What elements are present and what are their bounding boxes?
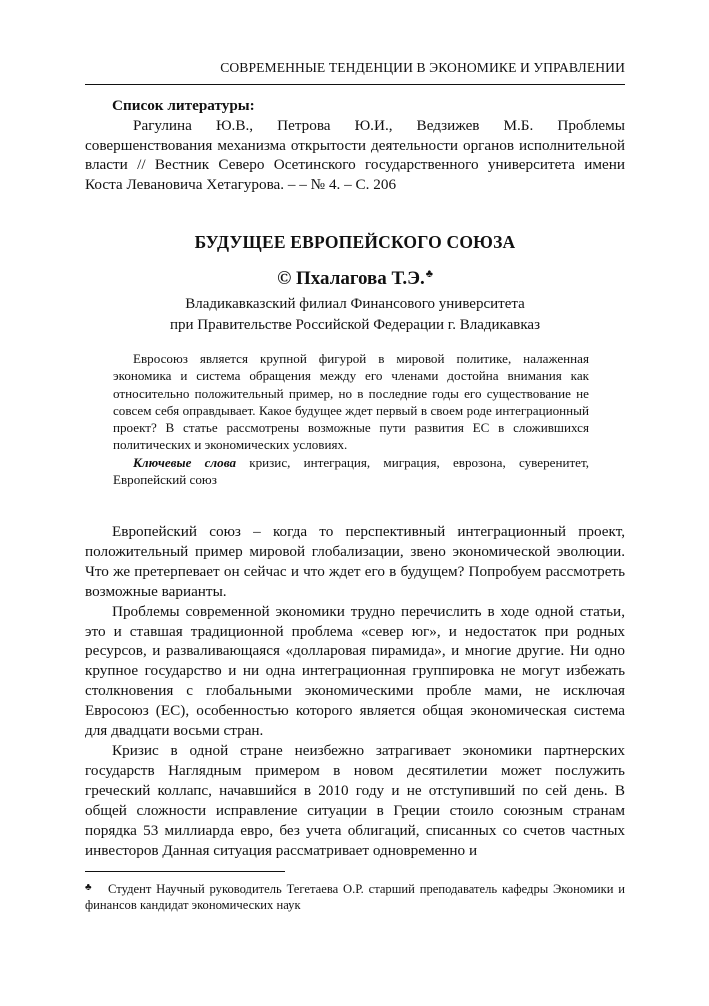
footnote-text: Студент Научный руководитель Тегетаева О.Р. старший преподаватель кафедры Экономики и финансов кандидат экономических наук [85,882,626,912]
affiliation-line-1: Владикавказский филиал Финансового университета [185,296,525,312]
article-body [85,522,625,860]
footnote [85,880,625,913]
body-paragraph: Европейский союз – когда то перспективный интеграционный проект, положительный пример мировой глобализации, звено экономической эволюции. Что же претерпевает он сейчас и что ждет его в будущем? Попробуем рассмотреть возможные варианты. [85,523,625,600]
running-header: СОВРЕМЕННЫЕ ТЕНДЕНЦИИ В ЭКОНОМИКЕ И УПРАВЛЕНИИ [220,60,625,75]
keywords-list: кризис, интеграция, миграция, еврозона, суверенитет, Европейский союз [113,454,590,488]
keywords-label: Ключевые слова [133,454,237,470]
affiliation-line-2: при Правительстве Российской Федерации г. Владикавказ [169,317,541,333]
abstract-text: Евросоюз является крупной фигурой в мировой политике, налаженная экономика и система обращения между его членами достойна внимания как относительно положительный пример, но в последние годы его существование не совсем себя оправдывает. Какое будущее ждет первый в своем роде интеграционный проект? В статье рассмотрены возможные пути развития ЕС в сложившихся политических и экономических условиях. [113,351,589,453]
reference-entry: Рагулина Ю.В., Петрова Ю.И., Ведзижев М.Б. Проблемы совершенствования механизма открытости деятельности органов исполнительной власти // Вестник Северо Осетинского государственного университета имени Коста Левановича Хетагурова. – – № 4. – С. 206 [85,116,625,194]
footnote-divider [85,871,285,872]
author-name: © Пхалагова Т.Э. [277,268,425,289]
body-paragraph: Проблемы современной экономики трудно перечислить в ходе одной статьи, это и ставшая традиционной проблема «север юг», и недостаток при родных ресурсов, и разваливающаяся «долларовая пирамида», и многие другие. Ни одно крупное государство и ни одна интеграционная группировка не могут избежать столкновения с глобальными экономическими пробле мами, не исключая Евросоюз (ЕС), особенностью которого является общая экономическая система для двадцати восьми стран. [85,602,625,740]
article-title: БУДУЩЕЕ ЕВРОПЕЙСКОГО СОЮЗА [194,232,516,252]
references-section [85,96,625,195]
author-line [85,268,625,290]
header-divider [85,84,625,85]
references-title: Список литературы: [112,97,255,114]
body-paragraph: Кризис в одной стране неизбежно затрагивает экономики партнерских государств Наглядным примером в новом десятилетии может послужить греческий коллапс, начавшийся в 2010 году и не отступивший по сей день. В общей сложности исправление ситуации в Греции стоило союзным странам порядка 53 миллиарда евро, без учета облигаций, списанных со счетов частных инвесторов Данная ситуация рассматривает одновременно и [85,741,625,859]
author-footnote-mark: ♣ [425,268,433,280]
keywords [113,454,589,489]
abstract [113,350,589,488]
footnote-mark: ♣ [85,882,94,893]
affiliation [85,294,625,336]
